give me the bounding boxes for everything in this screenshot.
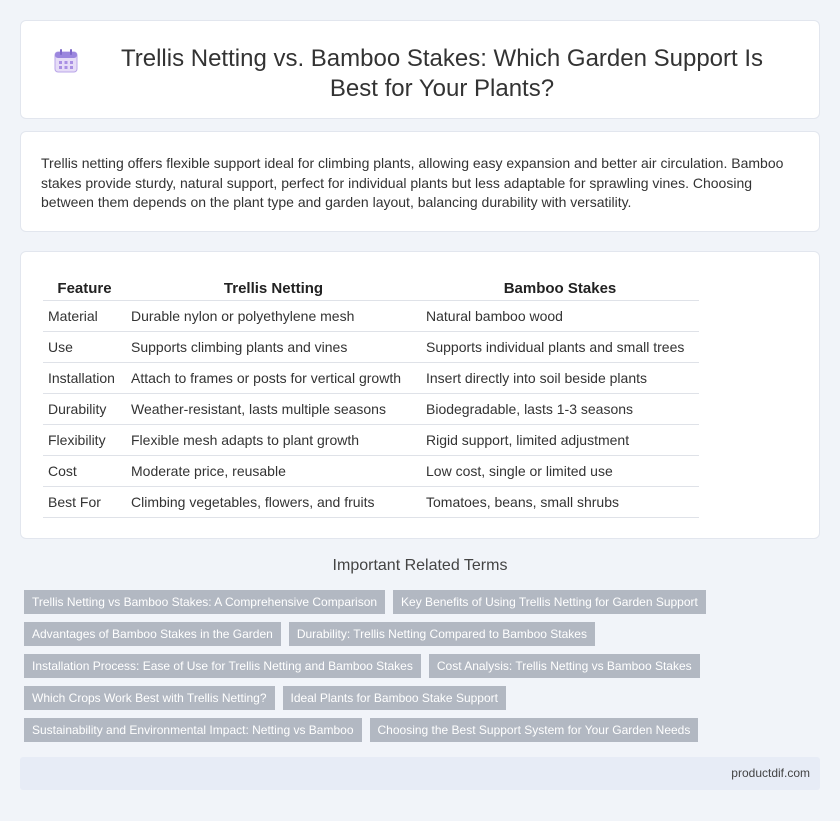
table-header-row — [43, 276, 699, 301]
tag-row — [24, 686, 824, 710]
related-tags — [24, 590, 824, 750]
table-cell: Rigid support, limited adjustment — [421, 425, 699, 456]
page-title: Trellis Netting vs. Bamboo Stakes: Which Garden Support Is Best for Your Plants? — [120, 45, 764, 102]
header-trellis: Trellis Netting — [126, 276, 421, 301]
table-cell: Durable nylon or polyethylene mesh — [126, 301, 421, 332]
header-feature: Feature — [43, 276, 126, 301]
table-cell: Weather-resistant, lasts multiple seasons — [126, 394, 421, 425]
title-card — [20, 20, 820, 119]
related-tag-link[interactable]: Cost Analysis: Trellis Netting vs Bamboo Stakes — [429, 654, 700, 678]
table-cell: Flexible mesh adapts to plant growth — [126, 425, 421, 456]
tag-row — [24, 718, 824, 742]
footer — [20, 757, 820, 790]
related-tag-link[interactable]: Ideal Plants for Bamboo Stake Support — [283, 686, 506, 710]
comparison-table — [43, 276, 699, 518]
table-cell: Cost — [43, 456, 126, 487]
title-wrap — [21, 21, 819, 104]
table-row — [43, 456, 699, 487]
related-tag-link[interactable]: Durability: Trellis Netting Compared to Bamboo Stakes — [289, 622, 595, 646]
tag-row — [24, 622, 824, 646]
table-cell: Tomatoes, beans, small shrubs — [421, 487, 699, 518]
table-row — [43, 363, 699, 394]
table-cell: Durability — [43, 394, 126, 425]
header-bamboo: Bamboo Stakes — [421, 276, 699, 301]
related-tag-link[interactable]: Installation Process: Ease of Use for Trellis Netting and Bamboo Stakes — [24, 654, 421, 678]
footer-site-link[interactable]: productdif.com — [731, 766, 810, 780]
intro-card — [20, 131, 820, 232]
table-cell: Attach to frames or posts for vertical growth — [126, 363, 421, 394]
related-tag-link[interactable]: Which Crops Work Best with Trellis Netting? — [24, 686, 275, 710]
table-cell: Flexibility — [43, 425, 126, 456]
table-cell: Use — [43, 332, 126, 363]
table-row — [43, 394, 699, 425]
table-row — [43, 425, 699, 456]
table-row — [43, 301, 699, 332]
table-cell: Low cost, single or limited use — [421, 456, 699, 487]
table-cell: Climbing vegetables, flowers, and fruits — [126, 487, 421, 518]
calendar-icon — [53, 48, 79, 74]
table-cell: Installation — [43, 363, 126, 394]
table-cell: Supports climbing plants and vines — [126, 332, 421, 363]
tag-row — [24, 590, 824, 614]
related-tag-link[interactable]: Trellis Netting vs Bamboo Stakes: A Comprehensive Comparison — [24, 590, 385, 614]
table-cell: Natural bamboo wood — [421, 301, 699, 332]
table-cell: Insert directly into soil beside plants — [421, 363, 699, 394]
table-cell: Material — [43, 301, 126, 332]
table-row — [43, 332, 699, 363]
tag-row — [24, 654, 824, 678]
table-cell: Moderate price, reusable — [126, 456, 421, 487]
table-cell: Supports individual plants and small trees — [421, 332, 699, 363]
table-row — [43, 487, 699, 518]
related-terms-heading: Important Related Terms — [332, 557, 508, 574]
table-cell: Biodegradable, lasts 1-3 seasons — [421, 394, 699, 425]
intro-text: Trellis netting offers flexible support ideal for climbing plants, allowing easy expansion and better air circulation. Bamboo stakes provide sturdy, natural support, perfect for individual plants but less adaptable for sprawling vines. Choosing between them depends on the plant type and garden layout, balancing durability with versatility. — [41, 155, 784, 210]
related-tag-link[interactable]: Sustainability and Environmental Impact: Netting vs Bamboo — [24, 718, 362, 742]
comparison-card — [20, 251, 820, 539]
related-tag-link[interactable]: Choosing the Best Support System for Your Garden Needs — [370, 718, 699, 742]
related-tag-link[interactable]: Advantages of Bamboo Stakes in the Garden — [24, 622, 281, 646]
table-cell: Best For — [43, 487, 126, 518]
related-tag-link[interactable]: Key Benefits of Using Trellis Netting for Garden Support — [393, 590, 706, 614]
